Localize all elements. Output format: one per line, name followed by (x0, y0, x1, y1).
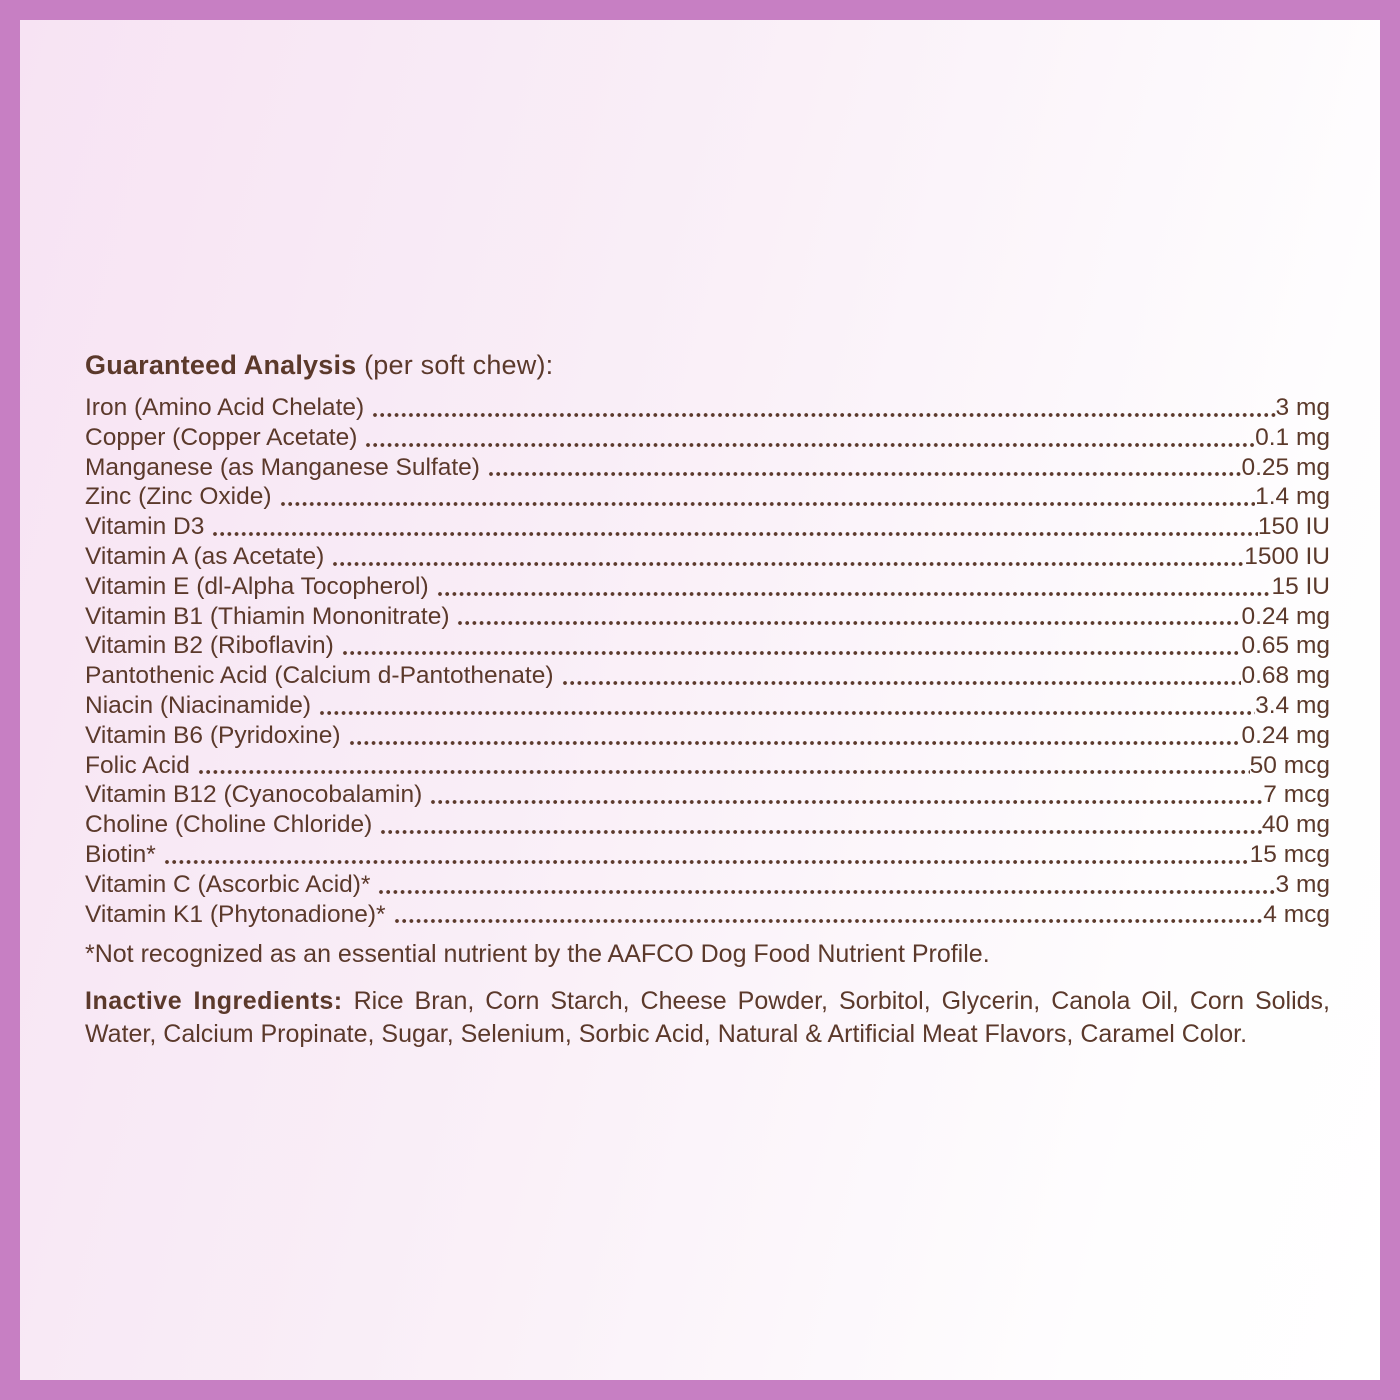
dot-leader (332, 560, 1244, 568)
nutrient-value: 7 mcg (1263, 781, 1330, 809)
nutrient-row (85, 780, 1330, 810)
nutrient-row (85, 810, 1330, 840)
nutrient-name: Vitamin C (Ascorbic Acid)* (85, 870, 371, 898)
nutrient-value: 0.68 mg (1241, 662, 1330, 690)
footnote: *Not recognized as an essential nutrient by the AAFCO Dog Food Nutrient Profile. (85, 940, 990, 969)
dot-leader (342, 649, 1242, 657)
nutrient-value: 0.65 mg (1241, 632, 1330, 660)
dot-leader (198, 768, 1250, 776)
nutrient-name: Vitamin A (as Acetate) (85, 542, 325, 570)
nutrient-row (85, 661, 1330, 691)
nutrient-name: Vitamin B12 (Cyanocobalamin) (85, 781, 423, 809)
nutrient-value: 50 mcg (1249, 751, 1330, 779)
dot-leader (437, 590, 1272, 598)
dot-leader (212, 530, 1257, 538)
nutrient-name: Biotin* (85, 840, 156, 868)
nutrient-name: Iron (Amino Acid Chelate) (85, 394, 365, 421)
nutrient-name: Vitamin B1 (Thiamin Mononitrate) (85, 602, 450, 630)
nutrient-name: Vitamin B2 (Riboflavin) (85, 632, 334, 660)
nutrient-value: 0.24 mg (1241, 602, 1330, 630)
nutrient-row (85, 512, 1330, 542)
nutrient-name: Zinc (Zinc Oxide) (85, 483, 272, 511)
dot-leader (457, 619, 1241, 627)
dot-leader (380, 828, 1262, 836)
dot-leader (319, 709, 1255, 717)
dot-leader (488, 470, 1242, 478)
nutrient-row (85, 572, 1330, 602)
nutrient-row (85, 542, 1330, 572)
nutrient-list (85, 393, 1330, 929)
nutrient-value: 1.4 mg (1255, 483, 1330, 511)
nutrient-row (85, 631, 1330, 661)
nutrient-name: Copper (Copper Acetate) (85, 423, 358, 451)
nutrient-row (85, 840, 1330, 870)
nutrient-value: 0.25 mg (1241, 453, 1330, 481)
nutrient-name: Folic Acid (85, 751, 190, 779)
nutrient-value: 150 IU (1257, 513, 1330, 541)
nutrient-value: 3 mg (1275, 870, 1330, 898)
nutrient-row (85, 870, 1330, 900)
dot-leader (164, 858, 1250, 866)
inactive-ingredients-text: Rice Bran, Corn Starch, Cheese Powder, Sorbitol, Glycerin, Canola Oil, Corn Solids, Water, Calcium Propinate, Sugar, Selenium, Sorbic Acid, Natural & Artificial Meat Flavors, Caramel Color. (85, 987, 1330, 1049)
nutrient-value: 4 mcg (1263, 900, 1330, 928)
nutrient-row (85, 602, 1330, 632)
guaranteed-analysis-panel (20, 20, 1380, 1380)
nutrient-name: Choline (Choline Chloride) (85, 811, 373, 839)
nutrient-name: Niacin (Niacinamide) (85, 691, 312, 719)
title-bold-text: Guaranteed Analysis (85, 350, 357, 380)
nutrient-name: Pantothenic Acid (Calcium d-Pantothenate) (85, 662, 554, 690)
nutrient-name: Vitamin B6 (Pyridoxine) (85, 721, 341, 749)
dot-leader (394, 917, 1264, 925)
dot-leader (280, 500, 1256, 508)
nutrient-row (85, 751, 1330, 781)
nutrient-value: 0.1 mg (1255, 423, 1330, 451)
dot-leader (430, 798, 1263, 806)
nutrient-row (85, 453, 1330, 483)
dot-leader (349, 739, 1242, 747)
nutrient-name: Vitamin K1 (Phytonadione)* (85, 900, 386, 928)
dot-leader (365, 441, 1255, 449)
nutrient-name: Vitamin D3 (85, 513, 205, 541)
inactive-ingredients-label: Inactive Ingredients: (85, 987, 343, 1016)
dot-leader (372, 411, 1275, 419)
nutrient-row (85, 900, 1330, 930)
nutrient-value: 3.4 mg (1255, 691, 1330, 719)
nutrient-value: 15 mcg (1249, 840, 1330, 868)
nutrient-value: 15 IU (1271, 572, 1330, 600)
nutrient-row (85, 721, 1330, 751)
nutrient-value: 40 mg (1261, 811, 1330, 839)
nutrient-row (85, 482, 1330, 512)
page-title (85, 350, 1330, 381)
inactive-ingredients (85, 985, 1330, 1051)
title-suffix-text: (per soft chew): (356, 350, 554, 380)
nutrient-name: Manganese (as Manganese Sulfate) (85, 453, 480, 481)
nutrient-value: 0.24 mg (1241, 721, 1330, 749)
dot-leader (562, 679, 1242, 687)
nutrient-name: Vitamin E (dl-Alpha Tocopherol) (85, 572, 429, 600)
nutrient-value: 1500 IU (1244, 542, 1330, 570)
nutrient-row (85, 393, 1330, 423)
nutrient-value: 3 mg (1275, 394, 1330, 421)
nutrient-row (85, 423, 1330, 453)
nutrient-row (85, 691, 1330, 721)
dot-leader (378, 888, 1275, 896)
